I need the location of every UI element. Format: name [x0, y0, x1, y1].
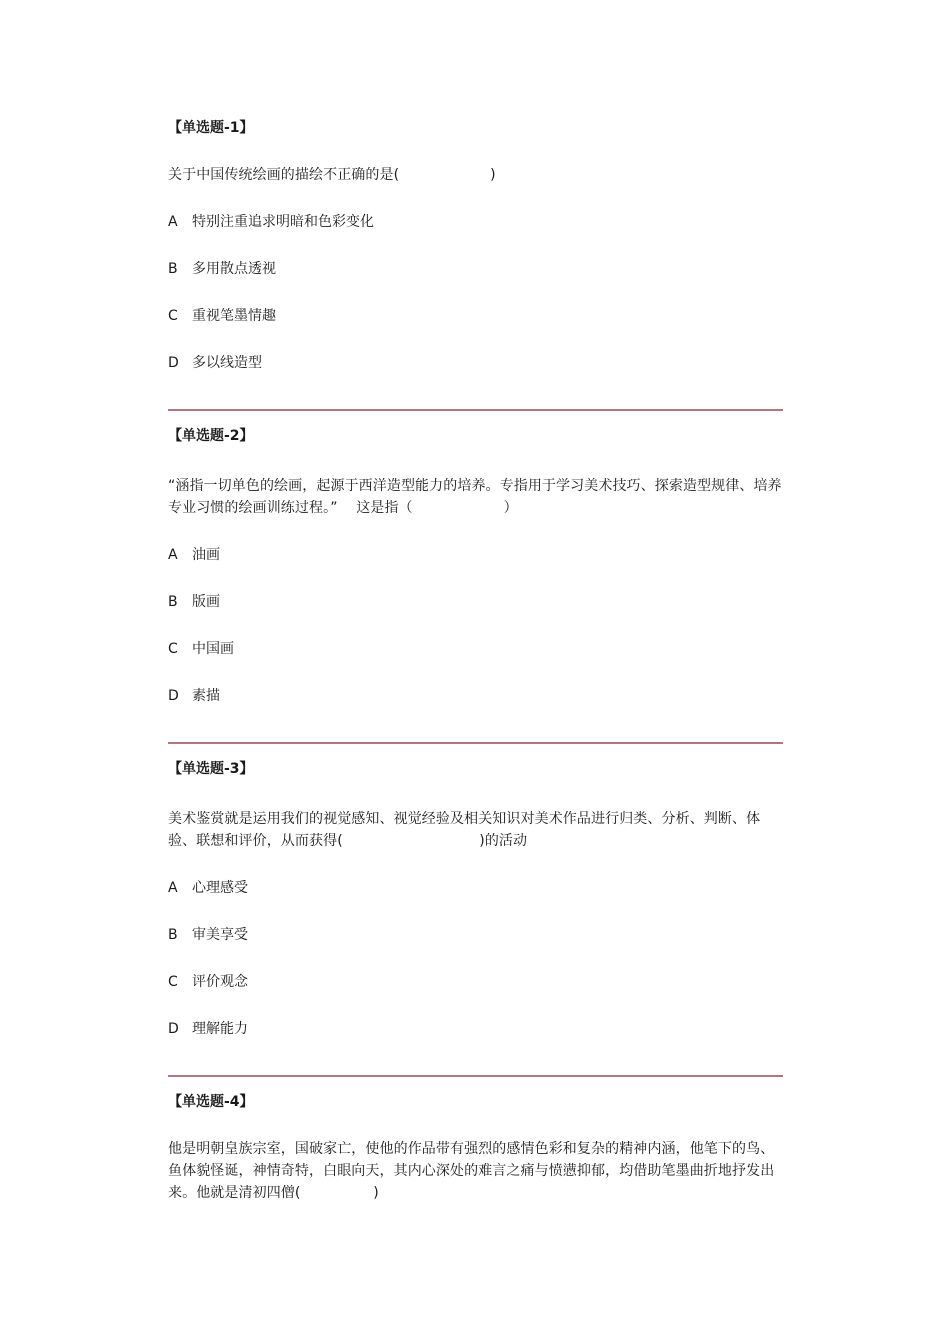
option-letter: A [168, 880, 178, 896]
question-2-option-c[interactable] [168, 639, 234, 659]
option-letter: B [168, 594, 178, 610]
option-letter: B [168, 927, 178, 943]
option-letter: A [168, 214, 178, 230]
question-2-option-b[interactable] [168, 592, 220, 612]
option-letter: A [168, 547, 178, 563]
question-1-option-c[interactable] [168, 306, 276, 326]
option-text: 重视笔墨情趣 [192, 308, 276, 324]
question-1-option-a[interactable] [168, 212, 374, 232]
question-3-option-c[interactable] [168, 972, 248, 992]
option-text: 评价观念 [192, 974, 248, 990]
question-3-title: 【单选题-3】 [168, 761, 254, 777]
option-text: 多以线造型 [192, 355, 262, 371]
option-text: 心理感受 [192, 880, 248, 896]
option-text: 素描 [192, 688, 220, 704]
option-letter: C [168, 974, 178, 990]
question-1-stem: 关于中国传统绘画的描绘不正确的是( ) [168, 167, 496, 183]
option-letter: D [168, 355, 179, 371]
question-divider [168, 409, 783, 411]
question-2-title: 【单选题-2】 [168, 428, 254, 444]
option-letter: B [168, 261, 178, 277]
option-letter: C [168, 641, 178, 657]
question-divider [168, 742, 783, 744]
option-letter: D [168, 688, 179, 704]
option-text: 审美享受 [192, 927, 248, 943]
option-letter: C [168, 308, 178, 324]
question-4-title: 【单选题-4】 [168, 1094, 254, 1110]
question-1-option-d[interactable] [168, 353, 262, 373]
question-3-stem: 美术鉴赏就是运用我们的视觉感知、视觉经验及相关知识对美术作品进行归类、分析、判断、体验、联想和评价，从而获得( )的活动 [168, 811, 761, 849]
question-4-stem: 他是明朝皇族宗室，国破家亡，使他的作品带有强烈的感情色彩和复杂的精神内涵，他笔下的鸟、鱼体貌怪诞，神情奇特，白眼向天，其内心深处的难言之痛与愤懑抑郁，均借助笔墨曲折地抒发出来。他就是清初四僧( ) [168, 1141, 775, 1201]
question-2-option-a[interactable] [168, 545, 220, 565]
option-letter: D [168, 1021, 179, 1037]
question-divider [168, 1075, 783, 1077]
option-text: 多用散点透视 [192, 261, 276, 277]
question-2-stem: “涵指一切单色的绘画，起源于西洋造型能力的培养。专指用于学习美术技巧、探索造型规律、培养专业习惯的绘画训练过程。” 这是指（ ） [168, 478, 782, 516]
question-3-option-a[interactable] [168, 878, 248, 898]
question-1-option-b[interactable] [168, 259, 276, 279]
option-text: 油画 [192, 547, 220, 563]
question-3-option-b[interactable] [168, 925, 248, 945]
option-text: 版画 [192, 594, 220, 610]
option-text: 理解能力 [192, 1021, 248, 1037]
question-3-option-d[interactable] [168, 1019, 248, 1039]
option-text: 特别注重追求明暗和色彩变化 [192, 214, 374, 230]
question-2-option-d[interactable] [168, 686, 220, 706]
option-text: 中国画 [192, 641, 234, 657]
question-1-title: 【单选题-1】 [168, 120, 254, 136]
